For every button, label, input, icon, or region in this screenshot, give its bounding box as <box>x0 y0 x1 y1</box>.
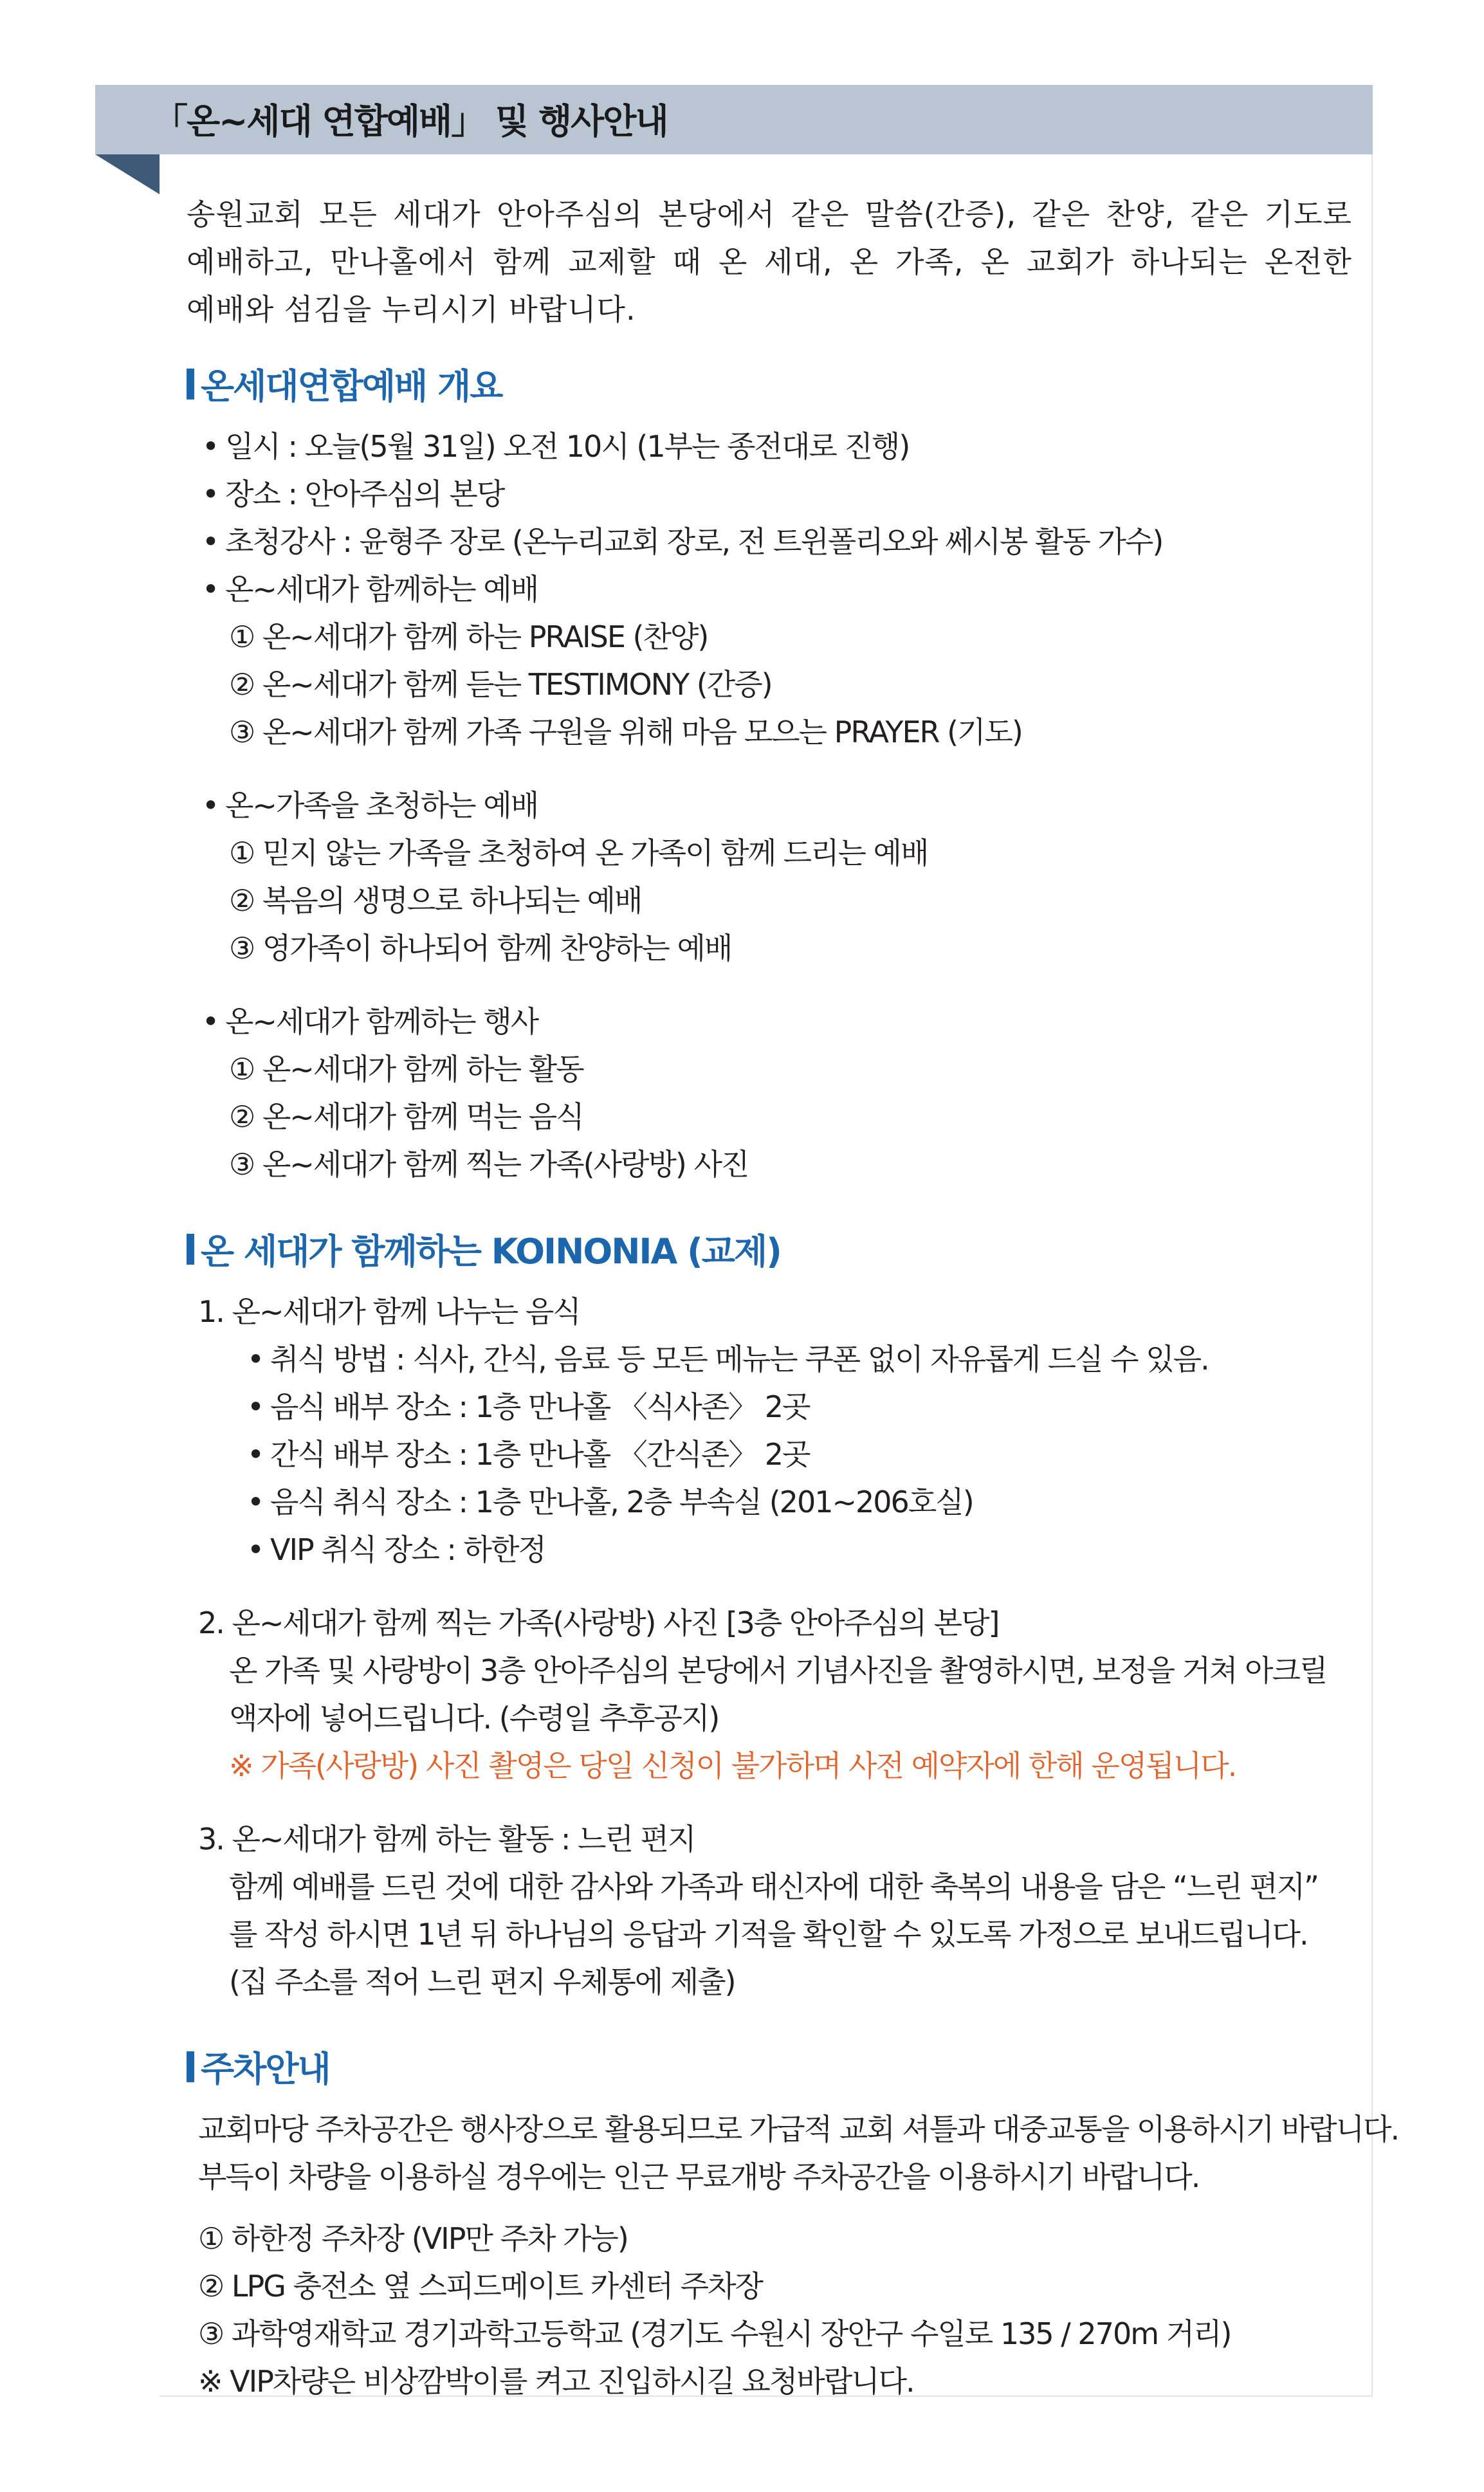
list-item: • VIP 취식 장소 : 하한정 <box>187 1526 1352 1573</box>
list-item: ② 온~세대가 함께 듣는 TESTIMONY (간증) <box>229 667 772 702</box>
photo-text: 온 가족 및 사랑방이 3층 안아주심의 본당에서 기념사진을 촬영하시면, 보정을 거쳐 아크릴 <box>229 1653 1327 1688</box>
section-bar-icon <box>187 1234 194 1265</box>
list-item: ② 온~세대가 함께 먹는 음식 <box>229 1099 583 1134</box>
list-item: ① 온~세대가 함께 하는 활동 <box>229 1052 583 1086</box>
parking-note: ※ VIP차량은 비상깜박이를 켜고 진입하시길 요청바랍니다. <box>198 2364 914 2399</box>
intro-paragraph <box>187 190 1352 333</box>
list-item: ① 믿지 않는 가족을 초청하여 온 가족이 함께 드리는 예배 <box>229 836 928 870</box>
list-item: ③ 과학영재학교 경기과학고등학교 (경기도 수원시 장안구 수일로 135 / 270m 거리) <box>198 2316 1231 2351</box>
page-title: 「온~세대 연합예배」 및 행사안내 <box>153 101 668 142</box>
list-item: ③ 온~세대가 함께 찍는 가족(사랑방) 사진 <box>229 1147 749 1182</box>
family-invite-title: • 온~가족을 초청하는 예배 <box>187 782 1352 829</box>
overview-speaker: • 초청강사 : 윤형주 장로 (온누리교회 장로, 전 트윈폴리오와 쎄시봉 활동 가수) <box>187 518 1352 565</box>
activity-text: (집 주소를 적어 느린 편지 우체통에 제출) <box>229 1965 735 1999</box>
overview-place: • 장소 : 안아주심의 본당 <box>187 470 1352 518</box>
list-item: • 음식 배부 장소 : 1층 만나홀 〈식사존〉 2곳 <box>187 1383 1352 1431</box>
parking-text: 부득이 차량을 이용하실 경우에는 인근 무료개방 주차공간을 이용하시기 바랍니다. <box>198 2159 1200 2194</box>
intro-line: 예배하고, 만나홀에서 함께 교제할 때 온 세대, 온 가족, 온 교회가 하나되는 온전한 <box>187 244 1352 279</box>
list-item: ① 온~세대가 함께 하는 PRAISE (찬양) <box>229 619 708 654</box>
content-body <box>187 190 1399 2405</box>
photo-warning: ※ 가족(사랑방) 사진 촬영은 당일 신청이 불가하며 사전 예약자에 한해 운영됩니다. <box>229 1748 1236 1783</box>
activity-text: 함께 예배를 드린 것에 대한 감사와 가족과 태신자에 대한 축복의 내용을 담은 “느린 편지” <box>229 1869 1319 1904</box>
intro-line: 예배와 섬김을 누리시기 바랍니다. <box>187 292 636 327</box>
section-bar-icon <box>187 369 194 399</box>
events-title: • 온~세대가 함께하는 행사 <box>187 998 1352 1045</box>
list-item: ② LPG 충전소 옆 스피드메이트 카센터 주차장 <box>198 2269 762 2304</box>
overview-date: • 일시 : 오늘(5월 31일) 오전 10시 (1부는 종전대로 진행) <box>187 423 1352 470</box>
header-fold-decoration <box>95 154 160 194</box>
list-item: • 음식 취식 장소 : 1층 만나홀, 2층 부속실 (201~206호실) <box>187 1478 1352 1526</box>
list-item: ③ 온~세대가 함께 가족 구원을 위해 마음 모으는 PRAYER (기도) <box>229 715 1022 749</box>
list-item: ③ 영가족이 하나되어 함께 찬양하는 예배 <box>229 931 732 966</box>
worship-together-title: • 온~세대가 함께하는 예배 <box>187 565 1352 613</box>
header-banner <box>95 85 1373 154</box>
section-bar-icon <box>187 2051 194 2082</box>
food-title: 1. 온~세대가 함께 나누는 음식 <box>198 1294 580 1329</box>
list-item: • 간식 배부 장소 : 1층 만나홀 〈간식존〉 2곳 <box>187 1431 1352 1478</box>
activity-text: 를 작성 하시면 1년 뒤 하나님의 응답과 기적을 확인할 수 있도록 가정으로 보내드립니다. <box>229 1917 1308 1952</box>
list-item: • 취식 방법 : 식사, 간식, 음료 등 모든 메뉴는 쿠폰 없이 자유롭게 드실 수 있음. <box>187 1335 1352 1383</box>
list-item: ① 하한정 주차장 (VIP만 주차 가능) <box>198 2221 628 2256</box>
section-heading-overview: 온세대연합예배 개요 <box>187 359 1352 408</box>
list-item: ② 복음의 생명으로 하나되는 예배 <box>229 883 642 918</box>
photo-text: 액자에 넣어드립니다. (수령일 추후공지) <box>229 1701 719 1736</box>
section-heading-koinonia: 온 세대가 함께하는 KOINONIA (교제) <box>187 1224 1352 1274</box>
activity-title: 3. 온~세대가 함께 하는 활동 : 느린 편지 <box>198 1822 695 1856</box>
photo-title: 2. 온~세대가 함께 찍는 가족(사랑방) 사진 [3층 안아주심의 본당] <box>198 1606 999 1640</box>
parking-text: 교회마당 주차공간은 행사장으로 활용되므로 가급적 교회 셔틀과 대중교통을 이용하시기 바랍니다. <box>198 2112 1399 2147</box>
intro-line: 송원교회 모든 세대가 안아주심의 본당에서 같은 말씀(간증), 같은 찬양, 같은 기도로 <box>187 197 1352 232</box>
section-heading-parking: 주차안내 <box>187 2042 1352 2091</box>
